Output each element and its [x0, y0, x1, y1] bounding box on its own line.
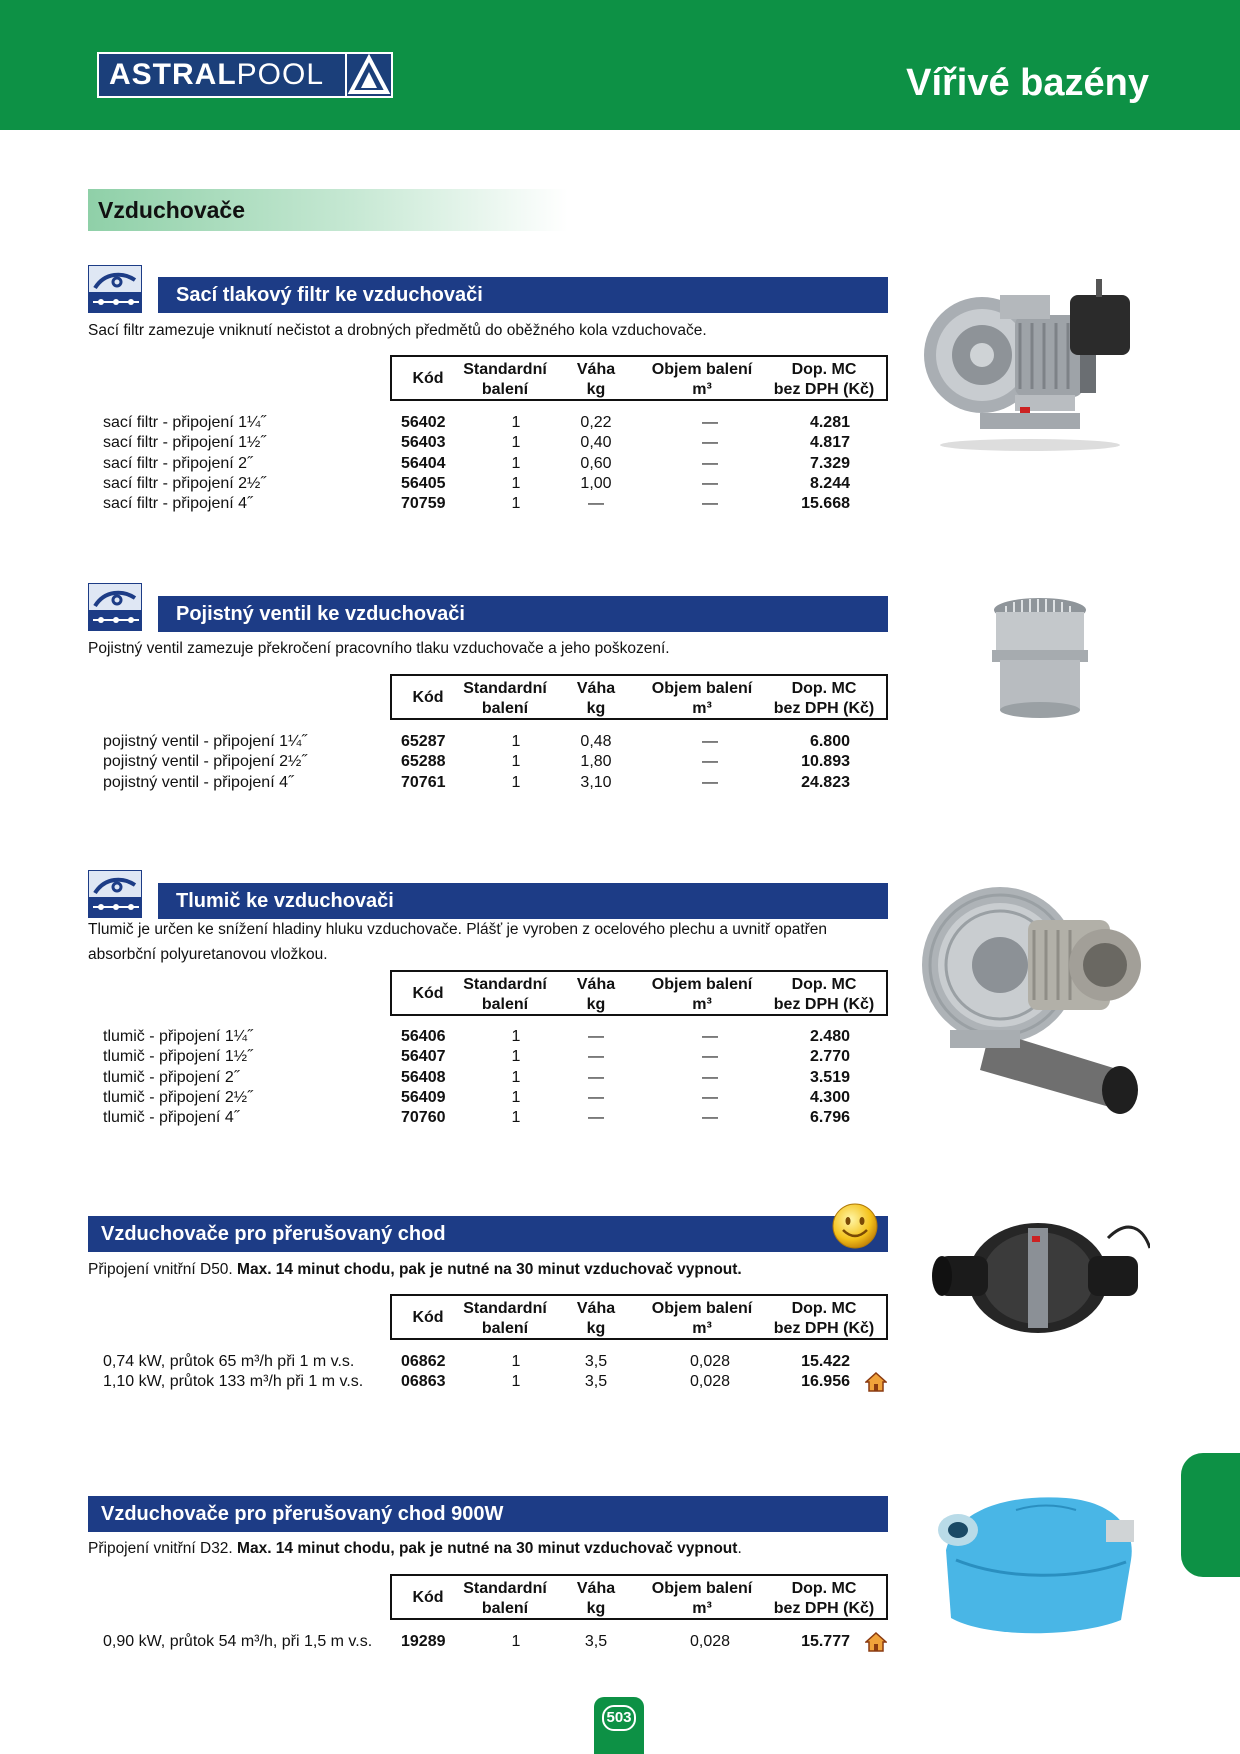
- table-header: [390, 355, 888, 401]
- section-title: Sací tlakový filtr ke vzduchovači: [176, 284, 483, 306]
- th-weight: Váha kg: [576, 1580, 616, 1617]
- water-jet-icon: [88, 870, 142, 918]
- th-volume: Objem balení m³: [651, 1300, 753, 1337]
- page-title: Vířivé bazény: [906, 62, 1149, 104]
- section-title-bar: [158, 277, 888, 313]
- th-standard: Standardní balení: [463, 680, 547, 717]
- section-description: Sací filtr zamezuje vniknutí nečistot a drobných předmětů do oběžného kola vzduchovače.: [88, 322, 707, 339]
- section-suction-filter: [88, 265, 888, 525]
- th-price: Dop. MC bez DPH (Kč): [773, 361, 875, 398]
- logo-brand-bold: ASTRAL: [109, 58, 237, 91]
- table-header: [390, 1574, 888, 1620]
- section-title-bar: [158, 883, 888, 919]
- table-row: tlumič - připojení 2˝ 56408 1 — — 3.519: [103, 1068, 850, 1086]
- table-row: tlumič - připojení 1¼˝ 56406 1 — — 2.480: [103, 1028, 850, 1045]
- th-standard: Standardní balení: [463, 361, 547, 398]
- table-row: 0,90 kW, průtok 54 m³/h, při 1,5 m v.s. 19289 1 3,5 0,028 15.777: [88, 1633, 888, 1653]
- th-standard: Standardní balení: [463, 1300, 547, 1337]
- section-silencer: [88, 870, 888, 1130]
- table-row: sací filtr - připojení 1¼˝ 56402 1 0,22 — 4.281: [103, 414, 850, 431]
- th-volume: Objem balení m³: [651, 1580, 753, 1617]
- table-body: [88, 733, 888, 794]
- section-title: Pojistný ventil ke vzduchovači: [176, 603, 465, 625]
- page-number: 503: [602, 1705, 636, 1731]
- category-title: Vzduchovače: [98, 197, 245, 223]
- side-tab: [1181, 1453, 1240, 1577]
- section-title: Vzduchovače pro přerušovaný chod 900W: [101, 1503, 504, 1525]
- th-kod: Kód: [412, 689, 444, 706]
- section-safety-valve: [88, 583, 888, 803]
- table-row: pojistný ventil - připojení 2½˝ 65288 1 1,80 — 10.893: [103, 753, 850, 771]
- section-intermittent-blowers: [88, 1216, 888, 1396]
- th-price: Dop. MC bez DPH (Kč): [773, 680, 875, 717]
- safety-valve-image: [990, 596, 1090, 720]
- section-title-bar: [88, 1216, 888, 1252]
- th-price: Dop. MC bez DPH (Kč): [773, 1580, 875, 1617]
- section-title: Tlumič ke vzduchovači: [176, 890, 394, 912]
- table-body: [88, 414, 888, 515]
- table-header: [390, 970, 888, 1016]
- table-body: [88, 1028, 888, 1129]
- page-number-tab: [594, 1697, 644, 1754]
- section-title: Vzduchovače pro přerušovaný chod: [101, 1223, 446, 1245]
- th-volume: Objem balení m³: [651, 361, 753, 398]
- table-body: [88, 1633, 888, 1653]
- th-standard: Standardní balení: [463, 976, 547, 1013]
- th-price: Dop. MC bez DPH (Kč): [773, 1300, 875, 1337]
- table-row: sací filtr - připojení 2½˝ 56405 1 1,00 — 8.244: [103, 474, 850, 492]
- page-header: [0, 0, 1240, 130]
- th-kod: Kód: [412, 985, 444, 1002]
- th-kod: Kód: [412, 1589, 444, 1606]
- table-header: [390, 1294, 888, 1340]
- table-row: sací filtr - připojení 1½˝ 56403 1 0,40 — 4.817: [103, 434, 850, 452]
- astralpool-logo: [97, 52, 393, 98]
- table-header: [390, 674, 888, 720]
- section-intermittent-blower-900w: [88, 1496, 888, 1656]
- water-jet-icon: [88, 265, 142, 313]
- logo-triangle-icon: [345, 54, 391, 96]
- home-icon: [865, 1632, 887, 1657]
- table-row: 0,74 kW, průtok 65 m³/h při 1 m v.s. 06862 1 3,5 0,028 15.422: [103, 1353, 850, 1370]
- table-row: tlumič - připojení 2½˝ 56409 1 — — 4.300: [103, 1088, 850, 1106]
- section-description: Tlumič je určen ke snížení hladiny hluku vzduchovače. Plášť je vyroben z ocelového plechu a uvnitř opatřen absorbční polyuretanovou vložkou.: [88, 921, 828, 963]
- th-volume: Objem balení m³: [651, 976, 753, 1013]
- th-weight: Váha kg: [576, 1300, 616, 1337]
- section-description: Připojení vnitřní D32. Max. 14 minut chodu, pak je nutné na 30 minut vzduchovač vypnout.: [88, 1540, 742, 1557]
- section-description: Pojistný ventil zamezuje překročení pracovního tlaku vzduchovače a jeho poškození.: [88, 640, 670, 657]
- th-kod: Kód: [412, 370, 444, 387]
- th-kod: Kód: [412, 1309, 444, 1326]
- th-weight: Váha kg: [576, 976, 616, 1013]
- blower-900w-image: [926, 1490, 1148, 1640]
- table-row: sací filtr - připojení 2˝ 56404 1 0,60 — 7.329: [103, 454, 850, 472]
- th-standard: Standardní balení: [463, 1580, 547, 1617]
- table-row: tlumič - připojení 4˝ 70760 1 — — 6.796: [103, 1109, 850, 1127]
- smiley-icon: [831, 1202, 879, 1250]
- section-title-bar: [88, 1496, 888, 1532]
- table-row: tlumič - připojení 1½˝ 56407 1 — — 2.770: [103, 1048, 850, 1066]
- table-row: sací filtr - připojení 4˝ 70759 1 — — 15.668: [103, 495, 850, 513]
- water-jet-icon: [88, 583, 142, 631]
- table-row: pojistný ventil - připojení 1¼˝ 65287 1 0,48 — 6.800: [103, 733, 850, 750]
- intermittent-blower-image: [928, 1208, 1150, 1348]
- category-bar: [88, 189, 568, 231]
- blower-with-silencer-image: [920, 870, 1152, 1120]
- section-description: Připojení vnitřní D50. Max. 14 minut chodu, pak je nutné na 30 minut vzduchovač vypnout.: [88, 1261, 742, 1278]
- th-weight: Váha kg: [576, 361, 616, 398]
- table-row: 1,10 kW, průtok 133 m³/h při 1 m v.s. 06863 1 3,5 0,028 16.956: [88, 1373, 888, 1393]
- section-title-bar: [158, 596, 888, 632]
- th-volume: Objem balení m³: [651, 680, 753, 717]
- blower-with-filter-image: [920, 275, 1140, 455]
- home-icon: [865, 1372, 887, 1397]
- table-row: pojistný ventil - připojení 4˝ 70761 1 3,10 — 24.823: [103, 773, 850, 791]
- table-body: [88, 1353, 888, 1394]
- logo-brand-light: POOL: [236, 58, 325, 91]
- th-price: Dop. MC bez DPH (Kč): [773, 976, 875, 1013]
- th-weight: Váha kg: [576, 680, 616, 717]
